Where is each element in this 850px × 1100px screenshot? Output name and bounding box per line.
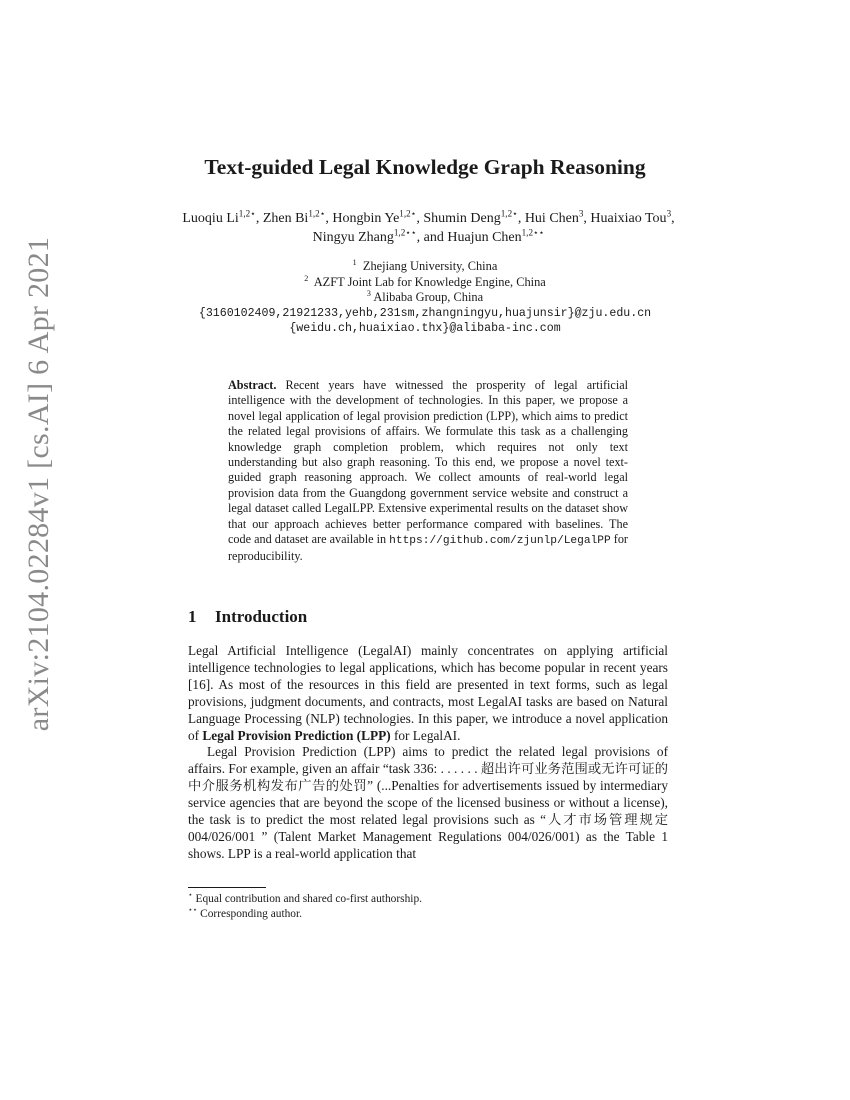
email-line: {3160102409,21921233,yehb,231sm,zhangningyu,huajunsir}@zju.edu.cn bbox=[198, 306, 652, 320]
affiliation-line bbox=[0, 275, 850, 291]
arxiv-margin-identifier bbox=[20, 236, 58, 731]
affiliation-mark: 2 bbox=[304, 273, 309, 283]
abstract bbox=[228, 378, 628, 565]
section-heading bbox=[188, 607, 307, 627]
author-name: Luoqiu Li bbox=[182, 211, 239, 226]
paper-title: Text-guided Legal Knowledge Graph Reasoning bbox=[204, 155, 646, 179]
author-name: Huajun Chen bbox=[447, 230, 522, 245]
bold-term: Legal Provision Prediction (LPP) bbox=[202, 727, 391, 743]
paragraph bbox=[188, 643, 668, 744]
author-name: Shumin Deng bbox=[423, 211, 501, 226]
footnotes bbox=[188, 892, 668, 921]
author-affil-mark: 1,2⋆ bbox=[399, 208, 417, 219]
footnote-text: Equal contribution and shared co-first authorship. bbox=[195, 893, 422, 905]
affiliation-line bbox=[0, 290, 850, 306]
abstract-label: Abstract. bbox=[228, 378, 277, 392]
footnote-mark: ⋆ bbox=[188, 890, 193, 900]
author-name: Hongbin Ye bbox=[332, 211, 400, 226]
section-title: Introduction bbox=[215, 607, 308, 626]
author-affil-mark: 1,2⋆⋆ bbox=[393, 227, 417, 238]
author-affil-mark: 3 bbox=[578, 208, 584, 219]
author-list: Luoqiu $Li^{1,2⋆}$, Zhen $Bi^{1,2⋆}$, Hongbin $Ye^{1,2⋆}$, Shumin Deng$^{1,2⋆}$, Hui Chen$^3$, Huaixiao Tou$^3$, Ningyu Zhang$^{1,2⋆⋆}$, and Huajun Chen$^{1,2⋆⋆}$ bbox=[182, 208, 675, 245]
email-line: {weidu.ch,huaixiao.thx}@alibaba-inc.com bbox=[289, 322, 561, 335]
footnote bbox=[188, 904, 668, 922]
section-number: 1 bbox=[188, 607, 197, 626]
author-affil-mark: 1,2⋆⋆ bbox=[521, 227, 545, 238]
affiliation-mark: 3 bbox=[366, 288, 371, 298]
author-name: Huaixiao Tou bbox=[590, 211, 667, 226]
affiliation-line bbox=[0, 259, 850, 275]
author-affil-mark: 1,2⋆ bbox=[308, 208, 326, 219]
author-conjunction: and bbox=[423, 230, 444, 245]
affiliation-mark: 1 bbox=[352, 257, 357, 267]
author-affil-mark: 3 bbox=[666, 208, 672, 219]
author-affil-mark: 1,2⋆ bbox=[238, 208, 256, 219]
footnote bbox=[188, 892, 668, 907]
paragraph: Legal Provision Prediction (LPP) aims to predict the related legal provisions of affairs. For example, given an affair “task 336: . . . . . . 超出许可业务范围或无许可证的中介服务机构发布广告的处罚” (...Penalties for advertisements issued by intermediary service agencies that are beyond the scope of the licensed business or without a license), the task is to predict the most related legal provisions such as “人才市场管理规定 004/026/001 ” (Talent Market Management Regulations 004/026/001) as the Table 1 shows. LPP is a real-world application that bbox=[188, 744, 668, 861]
affiliation-text: AZFT Joint Lab for Knowledge Engine, China bbox=[313, 274, 546, 289]
affiliation-text: Zhejiang University, China bbox=[362, 259, 498, 273]
arxiv-id-text: arXiv:2104.02284v1 [cs.AI] 6 Apr 2021 bbox=[22, 236, 55, 731]
paragraph-text: for LegalAI. bbox=[393, 727, 461, 743]
abstract-text-end: for reproducibility. bbox=[228, 532, 628, 564]
code-link[interactable]: https://github.com/zjunlp/LegalPP bbox=[389, 535, 611, 548]
footnote-rule bbox=[188, 887, 266, 888]
author-name: Hui Chen bbox=[524, 211, 579, 226]
footnote-text: Corresponding author. bbox=[200, 907, 303, 920]
paragraph-text: Legal Artificial Intelligence (LegalAI) mainly concentrates on applying artificial intelligence technologies to legal applications, which has become popular in recent years [16]. As most of the resources in this field are presented in text forms, such as legal provisions, judgment documents, and contracts, most LegalAI tasks are based on Natural Language Processing (NLP) technologies. In this paper, we introduce a novel application of bbox=[188, 643, 668, 743]
footnote-mark: ⋆⋆ bbox=[188, 904, 198, 914]
body-text bbox=[188, 643, 668, 863]
author-affil-mark: 1,2⋆ bbox=[500, 208, 518, 219]
author-name: Ningyu Zhang bbox=[312, 230, 394, 245]
affiliation-block bbox=[0, 259, 850, 337]
affiliation-text: Alibaba Group, China bbox=[373, 290, 484, 304]
author-name: Zhen Bi bbox=[262, 211, 309, 226]
abstract-text: Recent years have witnessed the prosperity of legal artificial intelligence with the development of technologies. In this paper, we propose a novel legal application of legal provision prediction (LPP), which aims to predict the related legal provisions of affairs. We formulate this task as a challenging knowledge graph completion problem, which requires not only text understanding but also graph reasoning. To this end, we propose a novel text-guided graph reasoning approach. We collect amounts of real-world legal provision data from the Guangdong government service website and construct a legal dataset called LegalLPP. Extensive experimental results on the dataset show that our approach achieves better performance compared with baselines. The code and dataset are available in bbox=[228, 378, 628, 547]
